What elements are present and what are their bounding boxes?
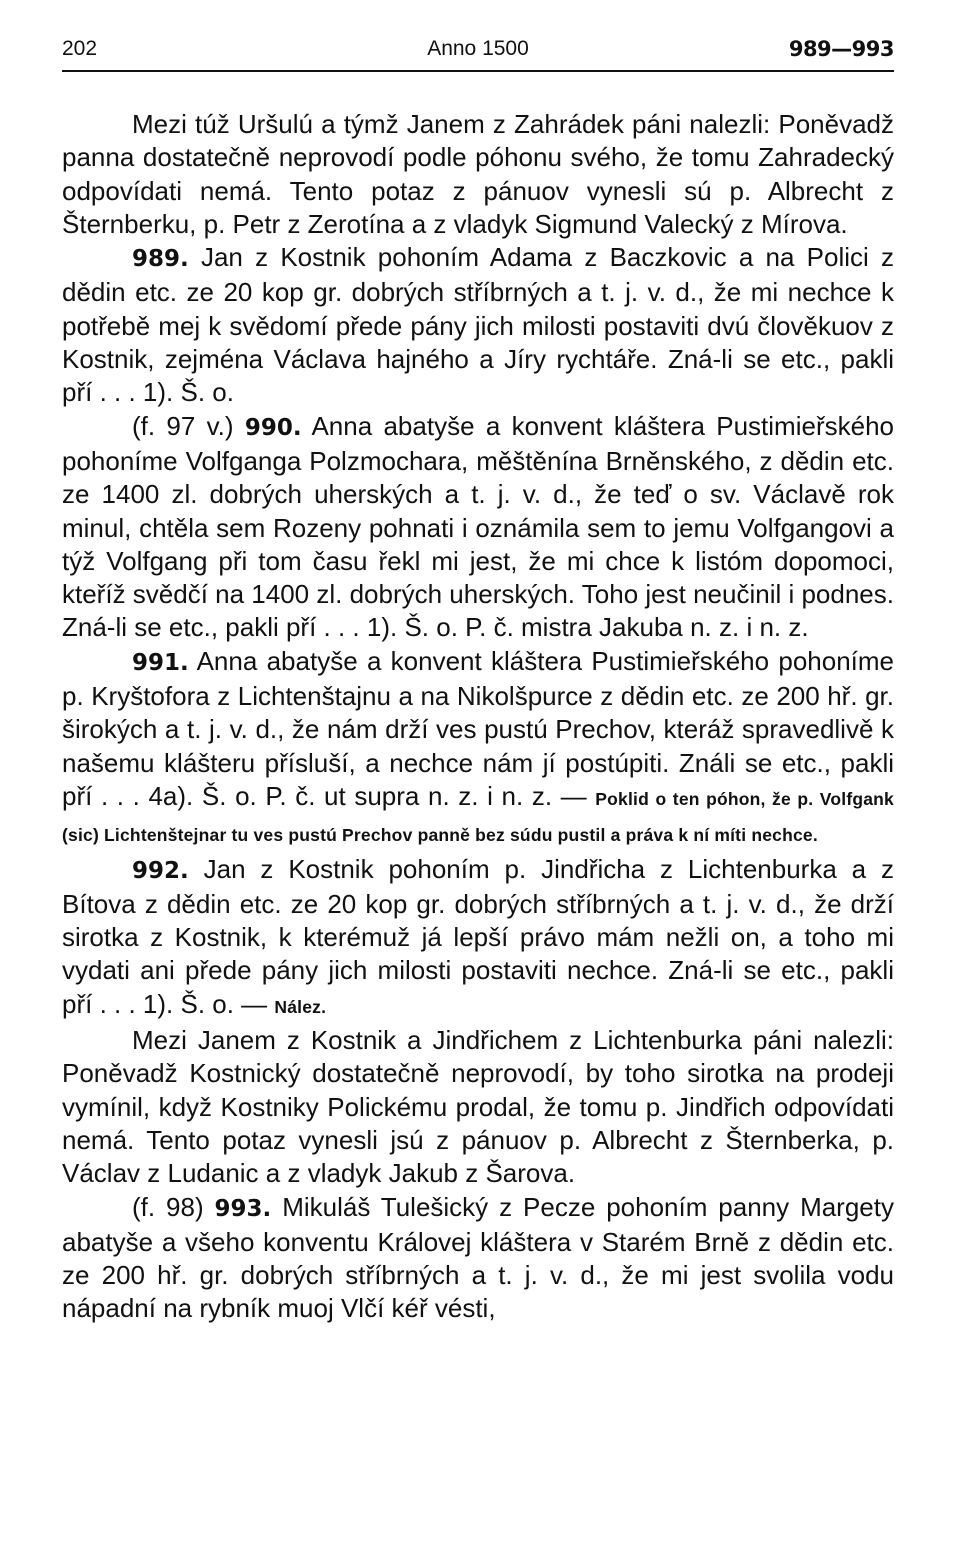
entry-990: (f. 97 v.) 990. Anna abatyše a konvent kláštera Pustimieřského pohoníme Volfganga Polzmochara, měštěnína Brněnského, z dědin etc. ze 1400 zl. dobrých uherských a t. j. v. d., že teď o sv. Václavě rok minul, chtěla sem Rozeny pohnati i oznámila sem to jemu Volfgangovi a týž Volfgang při tom času řekl mi jest, že mi chce k listóm dopomoci, kteříž svědčí na 1400 zl. dobrých uherských. Toho jest neučinil i podnes. Zná-li se etc., pakli pří . . . 1). Š. o. P. č. mistra Jakuba n. z. i n. z. [62, 410, 894, 643]
editorial-note: Poklid o ten póhon, že p. Volfgank (sic) Lichtenštejnar tu ves pustú Prechov panně bez súdu pustil a práva k ní míti nechce. [62, 788, 894, 846]
entry-number: 992. [132, 857, 189, 884]
entry-992: 992. Jan z Kostnik pohoním p. Jindřicha z Lichtenburka a z Bítova z dědin etc. ze 20 kop gr. dobrých stříbrných a t. j. v. d., že drží sirotka z Kostnik, k kterémuž já lepší právo mám nežli on, a toho mi vydati ani přede pány jich milosti postaviti nechce. Zná-li se etc., pakli pří . . . 1). Š. o. — Nález. [62, 853, 894, 1019]
document-body [62, 108, 894, 1326]
editorial-note: Nález. [274, 996, 327, 1017]
entry-993: (f. 98) 993. Mikuláš Tulešický z Pecze pohoním panny Margety abatyše a všeho konventu Královej kláštera v Starém Brně z dědin etc. ze 200 hř. gr. dobrých stříbrných a t. j. v. d., že mi jest svolila vodu nápadní na rybník muoj Vlčí kéř vésti, [62, 1191, 894, 1324]
entry-range: 989—993 [788, 37, 894, 61]
running-header [62, 34, 894, 72]
entry-991: 991. Anna abatyše a konvent kláštera Pustimieřského pohoníme p. Kryštofora z Lichtenštajnu a na Nikolšpurce z dědin etc. ze 200 hř. gr. širokých a t. j. v. d., že nám drží ves pustú Prechov, kteráž spravedlivě k našemu klášteru přísluší, a nechce nám jí postúpiti. Ználi se etc., pakli pří . . . 4a). Š. o. P. č. ut supra n. z. i n. z. — Poklid o ten póhon, že p. Volfgank (sic) Lichtenštejnar tu ves pustú Prechov panně bez súdu pustil a práva k ní míti nechce. [62, 645, 894, 846]
entry-989: 989. Jan z Kostnik pohoním Adama z Baczkovic a na Polici z dědin etc. ze 20 kop gr. dobrých stříbrných a t. j. v. d., že mi nechce k potřebě mej k svědomí přede pány jich milosti postaviti dvú člověkuov z Kostnik, zejména Václava hajného a Jíry rychtáře. Zná-li se etc., pakli pří . . . 1). Š. o. [62, 242, 894, 408]
page-number: 202 [62, 37, 98, 60]
entry-number: 991. [132, 649, 189, 676]
running-title: Anno 1500 [427, 37, 529, 60]
entry-number: 990. [244, 414, 302, 441]
entry-number: 993. [214, 1195, 272, 1222]
folio-reference: (f. 97 v.) [132, 410, 245, 441]
paragraph: Mezi túž Uršulú a týmž Janem z Zahrádek páni nalezli: Poněvadž panna dostatečně neprovodí podle póhonu svého, že tomu Zahradecký odpovídati nemá. Tento potaz z pánuov vynesli sú p. Albrecht z Šternberku, p. Petr z Zerotína a z vladyk Sigmund Valecký z Mírova. [62, 109, 894, 239]
folio-reference: (f. 98) [132, 1191, 215, 1222]
entry-number: 989. [132, 246, 189, 273]
paragraph: Mezi Janem z Kostnik a Jindřichem z Lichtenburka páni nalezli: Poněvadž Kostnický dostatečně neprovodí, by toho sirotka na prodeji vymínil, když Kostniky Polickému prodal, že tomu p. Jindřich odpovídati nemá. Tento potaz vynesli jsú z pánuov p. Albrecht z Šternberka, p. Václav z Ludanic a z vladyk Jakub z Šarova. [62, 1025, 894, 1189]
